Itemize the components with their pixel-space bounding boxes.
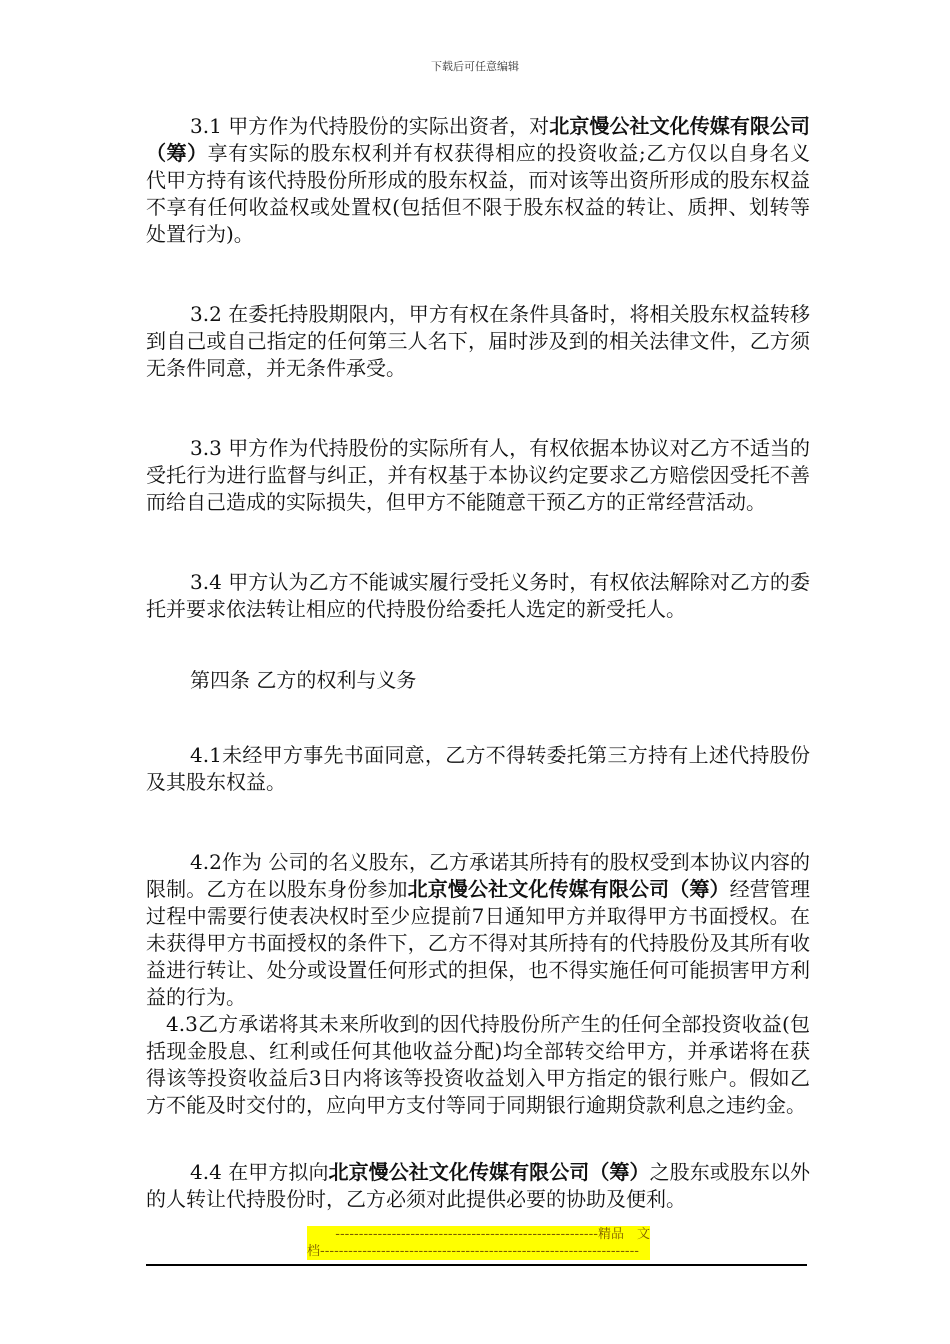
article-4-heading: 第四条 乙方的权利与义务 [190, 668, 417, 692]
footer-divider [146, 1264, 807, 1266]
document-body [146, 113, 810, 1266]
clause-4-4 [146, 1159, 810, 1213]
company-name: 北京慢公社文化传媒有限公司（筹） [146, 114, 811, 165]
clause-3-3: 3.3 甲方作为代持股份的实际所有人，有权依据本协议对乙方不适当的受托行为进行监督与纠正，并有权基于本协议约定要求乙方赔偿因受托不善而给自己造成的实际损失，但甲方不能随意干预乙方的正常经营活动。 [146, 436, 810, 514]
clause-3-2: 3.2 在委托持股期限内，甲方有权在条件具备时，将相关股东权益转移到自己或自己指定的任何第三人名下，届时涉及到的相关法律文件，乙方须无条件同意，并无条件承受。 [146, 302, 810, 380]
clause-4-4-text-a: 4.4 在甲方拟向 [190, 1160, 329, 1184]
company-name: 北京慢公社文化传媒有限公司（筹） [328, 1160, 650, 1184]
clause-4-3: 4.3乙方承诺将其未来所收到的因代持股份所产生的任何全部投资收益(包括现金股息、红利或任何其他收益分配)均全部转交给甲方，并承诺将在获得该等投资收益后3日内将该等投资收益划入甲方指定的银行账户。假如乙方不能及时交付的，应向甲方支付等同于同期银行逾期贷款利息之违约金。 [146, 1012, 810, 1117]
footer-watermark-line-2: 档-------------------------------------------------------------------- [307, 1244, 639, 1259]
clause-4-1: 4.1未经甲方事先书面同意，乙方不得转委托第三方持有上述代持股份及其股东权益。 [146, 743, 810, 794]
clause-4-2-text-b: 经营管理过程中需要行使表决权时至少应提前7日通知甲方并取得甲方书面授权。在未获得甲方书面授权的条件下，乙方不得对其所持有的代持股份及其所有收益进行转让、处分或设置任何形式的担保，也不得实施任何可能损害甲方利益的行为。 [146, 877, 810, 1009]
clause-3-1-text-a: 3.1 甲方作为代持股份的实际出资者，对 [190, 114, 550, 138]
page-header-note: 下载后可任意编辑 [431, 60, 519, 73]
clause-4-2-text-a: 4.2作为 公司的名义股东，乙方承诺其所持有的股权受到本协议内容的限制。乙方在以股东身份参加 [146, 850, 810, 901]
footer-watermark-line-1: --------------------------------------------------------精品 文 [335, 1227, 650, 1242]
clause-3-4: 3.4 甲方认为乙方不能诚实履行受托义务时，有权依法解除对乙方的委托并要求依法转让相应的代持股份给委托人选定的新受托人。 [146, 570, 810, 621]
clause-4-4-text-b: 之股东或股东以外的人转让代持股份时，乙方必须对此提供必要的协助及便利。 [146, 1160, 811, 1211]
company-name: 北京慢公社文化传媒有限公司（筹） [407, 877, 730, 901]
clause-4-2 [146, 849, 810, 1011]
footer-watermark [307, 1226, 650, 1260]
clause-3-1 [146, 113, 810, 248]
clause-3-1-text-b: 享有实际的股东权利并有权获得相应的投资收益;乙方仅以自身名义代甲方持有该代持股份所形成的股东权益，而对该等出资所形成的股东权益不享有任何收益权或处置权(包括但不限于股东权益的转让、质押、划转等处置行为)。 [146, 141, 810, 246]
